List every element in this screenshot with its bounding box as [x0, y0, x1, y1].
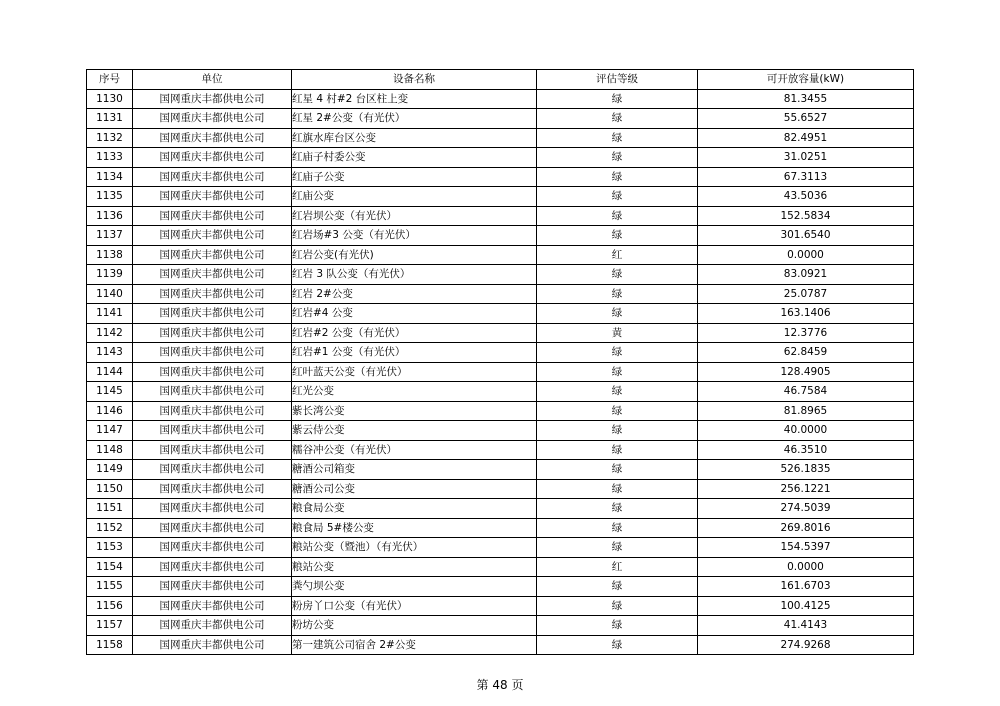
cell-device: 粮食局公变 — [292, 499, 537, 519]
cell-device: 红光公变 — [292, 382, 537, 402]
table-row — [87, 557, 914, 577]
header-grade: 评估等级 — [537, 70, 698, 90]
cell-grade: 绿 — [537, 187, 698, 207]
table-header-row — [87, 70, 914, 90]
cell-unit: 国网重庆丰都供电公司 — [133, 323, 292, 343]
cell-unit: 国网重庆丰都供电公司 — [133, 421, 292, 441]
cell-seq: 1153 — [87, 538, 133, 558]
cell-grade: 绿 — [537, 440, 698, 460]
cell-capacity: 46.7584 — [698, 382, 914, 402]
table-row — [87, 362, 914, 382]
table-row — [87, 499, 914, 519]
cell-seq: 1146 — [87, 401, 133, 421]
cell-capacity: 62.8459 — [698, 343, 914, 363]
cell-device: 糯谷冲公变（有光伏） — [292, 440, 537, 460]
cell-seq: 1131 — [87, 109, 133, 129]
table-row — [87, 596, 914, 616]
cell-device: 粮站公变（暨池）（有光伏） — [292, 538, 537, 558]
cell-grade: 绿 — [537, 206, 698, 226]
cell-seq: 1134 — [87, 167, 133, 187]
table-row — [87, 440, 914, 460]
cell-grade: 绿 — [537, 167, 698, 187]
cell-grade: 红 — [537, 245, 698, 265]
cell-seq: 1135 — [87, 187, 133, 207]
cell-seq: 1130 — [87, 89, 133, 109]
cell-device: 红星 2#公变（有光伏） — [292, 109, 537, 129]
cell-unit: 国网重庆丰都供电公司 — [133, 284, 292, 304]
table-row — [87, 538, 914, 558]
table-row — [87, 401, 914, 421]
cell-grade: 绿 — [537, 284, 698, 304]
table-row — [87, 479, 914, 499]
cell-capacity: 83.0921 — [698, 265, 914, 285]
cell-unit: 国网重庆丰都供电公司 — [133, 635, 292, 655]
cell-capacity: 161.6703 — [698, 577, 914, 597]
cell-device: 红岩场#3 公变（有光伏） — [292, 226, 537, 246]
cell-seq: 1142 — [87, 323, 133, 343]
cell-grade: 绿 — [537, 148, 698, 168]
cell-device: 粉坊公变 — [292, 616, 537, 636]
cell-seq: 1158 — [87, 635, 133, 655]
cell-grade: 绿 — [537, 460, 698, 480]
capacity-table — [86, 69, 914, 655]
cell-capacity: 152.5834 — [698, 206, 914, 226]
table-row — [87, 518, 914, 538]
cell-device: 红星 4 村#2 台区柱上变 — [292, 89, 537, 109]
table-row — [87, 109, 914, 129]
cell-unit: 国网重庆丰都供电公司 — [133, 226, 292, 246]
cell-capacity: 256.1221 — [698, 479, 914, 499]
table-row — [87, 89, 914, 109]
table-row — [87, 284, 914, 304]
cell-unit: 国网重庆丰都供电公司 — [133, 440, 292, 460]
cell-device: 红庙子公变 — [292, 167, 537, 187]
cell-grade: 绿 — [537, 421, 698, 441]
cell-capacity: 163.1406 — [698, 304, 914, 324]
cell-device: 红岩 2#公变 — [292, 284, 537, 304]
cell-unit: 国网重庆丰都供电公司 — [133, 479, 292, 499]
cell-device: 红岩#2 公变（有光伏） — [292, 323, 537, 343]
cell-unit: 国网重庆丰都供电公司 — [133, 382, 292, 402]
cell-capacity: 100.4125 — [698, 596, 914, 616]
cell-grade: 绿 — [537, 635, 698, 655]
table-row — [87, 421, 914, 441]
cell-capacity: 12.3776 — [698, 323, 914, 343]
cell-device: 红庙子村委公变 — [292, 148, 537, 168]
cell-seq: 1155 — [87, 577, 133, 597]
table-row — [87, 577, 914, 597]
cell-grade: 绿 — [537, 128, 698, 148]
cell-grade: 绿 — [537, 343, 698, 363]
cell-seq: 1133 — [87, 148, 133, 168]
table-row — [87, 382, 914, 402]
cell-unit: 国网重庆丰都供电公司 — [133, 167, 292, 187]
cell-device: 红岩#1 公变（有光伏） — [292, 343, 537, 363]
header-seq: 序号 — [87, 70, 133, 90]
cell-seq: 1151 — [87, 499, 133, 519]
cell-grade: 绿 — [537, 304, 698, 324]
cell-unit: 国网重庆丰都供电公司 — [133, 265, 292, 285]
cell-device: 红岩坝公变（有光伏） — [292, 206, 537, 226]
cell-device: 第一建筑公司宿舍 2#公变 — [292, 635, 537, 655]
table-row — [87, 128, 914, 148]
cell-capacity: 67.3113 — [698, 167, 914, 187]
cell-unit: 国网重庆丰都供电公司 — [133, 362, 292, 382]
table-row — [87, 460, 914, 480]
table-body — [87, 89, 914, 655]
cell-grade: 黄 — [537, 323, 698, 343]
table-row — [87, 148, 914, 168]
cell-grade: 绿 — [537, 616, 698, 636]
cell-unit: 国网重庆丰都供电公司 — [133, 616, 292, 636]
cell-grade: 绿 — [537, 109, 698, 129]
cell-capacity: 526.1835 — [698, 460, 914, 480]
cell-seq: 1154 — [87, 557, 133, 577]
cell-seq: 1156 — [87, 596, 133, 616]
cell-unit: 国网重庆丰都供电公司 — [133, 538, 292, 558]
cell-capacity: 301.6540 — [698, 226, 914, 246]
cell-seq: 1132 — [87, 128, 133, 148]
cell-grade: 绿 — [537, 499, 698, 519]
cell-seq: 1144 — [87, 362, 133, 382]
table-row — [87, 304, 914, 324]
cell-capacity: 0.0000 — [698, 557, 914, 577]
table-row — [87, 343, 914, 363]
cell-grade: 绿 — [537, 518, 698, 538]
table-row — [87, 206, 914, 226]
cell-unit: 国网重庆丰都供电公司 — [133, 109, 292, 129]
cell-device: 红岩公变(有光伏) — [292, 245, 537, 265]
cell-capacity: 0.0000 — [698, 245, 914, 265]
cell-grade: 绿 — [537, 265, 698, 285]
cell-unit: 国网重庆丰都供电公司 — [133, 518, 292, 538]
cell-seq: 1149 — [87, 460, 133, 480]
cell-unit: 国网重庆丰都供电公司 — [133, 206, 292, 226]
cell-grade: 绿 — [537, 401, 698, 421]
cell-device: 紫云侍公变 — [292, 421, 537, 441]
cell-device: 粮站公变 — [292, 557, 537, 577]
table-row — [87, 323, 914, 343]
cell-seq: 1150 — [87, 479, 133, 499]
cell-unit: 国网重庆丰都供电公司 — [133, 557, 292, 577]
cell-seq: 1152 — [87, 518, 133, 538]
cell-device: 粉房丫口公变（有光伏） — [292, 596, 537, 616]
header-device: 设备名称 — [292, 70, 537, 90]
cell-capacity: 25.0787 — [698, 284, 914, 304]
cell-device: 红叶蓝天公变（有光伏） — [292, 362, 537, 382]
cell-grade: 绿 — [537, 89, 698, 109]
cell-device: 糖酒公司箱变 — [292, 460, 537, 480]
table-row — [87, 616, 914, 636]
cell-unit: 国网重庆丰都供电公司 — [133, 343, 292, 363]
cell-device: 红岩 3 队公变（有光伏） — [292, 265, 537, 285]
table-row — [87, 265, 914, 285]
cell-grade: 红 — [537, 557, 698, 577]
cell-unit: 国网重庆丰都供电公司 — [133, 401, 292, 421]
cell-seq: 1139 — [87, 265, 133, 285]
cell-unit: 国网重庆丰都供电公司 — [133, 577, 292, 597]
header-capacity: 可开放容量(kW) — [698, 70, 914, 90]
cell-capacity: 43.5036 — [698, 187, 914, 207]
cell-capacity: 154.5397 — [698, 538, 914, 558]
cell-device: 粪勺坝公变 — [292, 577, 537, 597]
cell-unit: 国网重庆丰都供电公司 — [133, 128, 292, 148]
cell-capacity: 82.4951 — [698, 128, 914, 148]
cell-seq: 1157 — [87, 616, 133, 636]
cell-seq: 1137 — [87, 226, 133, 246]
cell-capacity: 31.0251 — [698, 148, 914, 168]
cell-unit: 国网重庆丰都供电公司 — [133, 148, 292, 168]
cell-unit: 国网重庆丰都供电公司 — [133, 89, 292, 109]
cell-capacity: 55.6527 — [698, 109, 914, 129]
cell-device: 红旗水库台区公变 — [292, 128, 537, 148]
cell-seq: 1143 — [87, 343, 133, 363]
cell-capacity: 46.3510 — [698, 440, 914, 460]
cell-capacity: 269.8016 — [698, 518, 914, 538]
cell-grade: 绿 — [537, 538, 698, 558]
table-row — [87, 167, 914, 187]
cell-unit: 国网重庆丰都供电公司 — [133, 245, 292, 265]
cell-seq: 1145 — [87, 382, 133, 402]
cell-device: 紫长湾公变 — [292, 401, 537, 421]
cell-seq: 1138 — [87, 245, 133, 265]
cell-unit: 国网重庆丰都供电公司 — [133, 596, 292, 616]
table-row — [87, 187, 914, 207]
cell-unit: 国网重庆丰都供电公司 — [133, 499, 292, 519]
cell-grade: 绿 — [537, 362, 698, 382]
cell-capacity: 81.8965 — [698, 401, 914, 421]
cell-unit: 国网重庆丰都供电公司 — [133, 304, 292, 324]
cell-capacity: 41.4143 — [698, 616, 914, 636]
cell-grade: 绿 — [537, 226, 698, 246]
cell-capacity: 81.3455 — [698, 89, 914, 109]
cell-device: 粮食局 5#楼公变 — [292, 518, 537, 538]
table-row — [87, 245, 914, 265]
cell-capacity: 128.4905 — [698, 362, 914, 382]
cell-grade: 绿 — [537, 577, 698, 597]
cell-seq: 1141 — [87, 304, 133, 324]
cell-device: 红岩#4 公变 — [292, 304, 537, 324]
cell-device: 糖酒公司公变 — [292, 479, 537, 499]
cell-grade: 绿 — [537, 479, 698, 499]
cell-seq: 1148 — [87, 440, 133, 460]
cell-grade: 绿 — [537, 596, 698, 616]
cell-capacity: 274.5039 — [698, 499, 914, 519]
cell-seq: 1136 — [87, 206, 133, 226]
cell-capacity: 40.0000 — [698, 421, 914, 441]
header-unit: 单位 — [133, 70, 292, 90]
cell-seq: 1140 — [87, 284, 133, 304]
table-row — [87, 226, 914, 246]
cell-unit: 国网重庆丰都供电公司 — [133, 460, 292, 480]
page-number: 第 48 页 — [476, 678, 524, 692]
table-row — [87, 635, 914, 655]
cell-capacity: 274.9268 — [698, 635, 914, 655]
cell-unit: 国网重庆丰都供电公司 — [133, 187, 292, 207]
cell-device: 红庙公变 — [292, 187, 537, 207]
cell-seq: 1147 — [87, 421, 133, 441]
cell-grade: 绿 — [537, 382, 698, 402]
